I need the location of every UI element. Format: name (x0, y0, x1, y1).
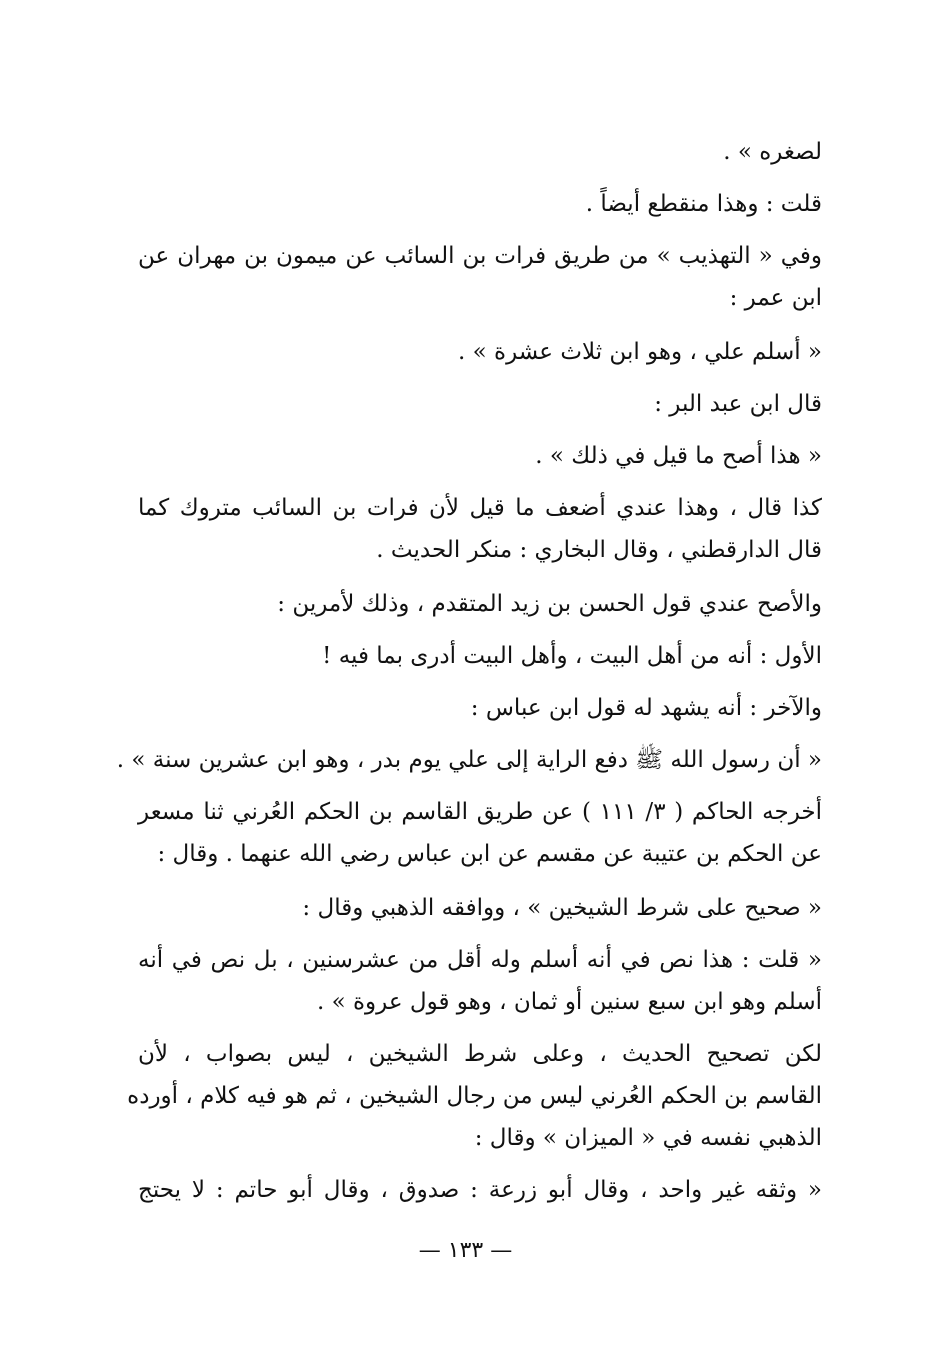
page-number: — ١٣٣ — (418, 1238, 513, 1263)
quote-line: « أسلم علي ، وهو ابن ثلاث عشرة » . (458, 339, 822, 365)
text-line: والآخر : أنه يشهد له قول ابن عباس : (470, 695, 822, 721)
text-line: كذا قال ، وهذا عندي أضعف ما قيل لأن فرات بن السائب متروك كما (138, 495, 822, 521)
text-line: والأصح عندي قول الحسن بن زيد المتقدم ، وذلك لأمرين : (277, 591, 822, 617)
text-line: لكن تصحيح الحديث ، وعلى شرط الشيخين ، ليس بصواب ، لأن (138, 1041, 822, 1067)
quote-line: « أن رسول الله ﷺ دفع الراية إلى علي يوم بدر ، وهو ابن عشرين سنة » . (116, 747, 822, 773)
text-line: الأول : أنه من أهل البيت ، وأهل البيت أدرى بما فيه ! (322, 643, 822, 669)
text-line: قال ابن عبد البر : (654, 391, 822, 417)
text-line: ابن عمر : (729, 285, 822, 311)
text-line: القاسم بن الحكم العُرني ليس من رجال الشيخين ، ثم هو فيه كلام ، أورده (127, 1083, 822, 1109)
text-line: وفي « التهذيب » من طريق فرات بن السائب عن ميمون بن مهران عن (138, 243, 822, 269)
text-line: قلت : وهذا منقطع أيضاً . (585, 191, 822, 217)
text-line: عن الحكم بن عتيبة عن مقسم عن ابن عباس رضي الله عنهما . وقال : (157, 841, 822, 867)
quote-line: « هذا أصح ما قيل في ذلك » . (535, 443, 822, 469)
quote-line: أسلم وهو ابن سبع سنين أو ثمان ، وهو قول عروة » . (316, 989, 822, 1015)
quote-line: « وثقه غير واحد ، وقال أبو زرعة : صدوق ، وقال أبو حاتم : لا يحتج (138, 1177, 822, 1203)
text-line: أخرجه الحاكم ( ٣/ ١١١ ) عن طريق القاسم بن الحكم العُرني ثنا مسعر (138, 799, 822, 825)
quote-line: « صحيح على شرط الشيخين » ، ووافقه الذهبي وقال : (302, 895, 822, 921)
text-line: لصغره » . (723, 139, 822, 165)
text-line: الذهبي نفسه في « الميزان » وقال : (474, 1125, 822, 1151)
text-line: قال الدارقطني ، وقال البخاري : منكر الحديث . (376, 537, 822, 563)
quote-line: « قلت : هذا نص في أنه أسلم وله أقل من عشرسنين ، بل نص في أنه (138, 947, 822, 973)
